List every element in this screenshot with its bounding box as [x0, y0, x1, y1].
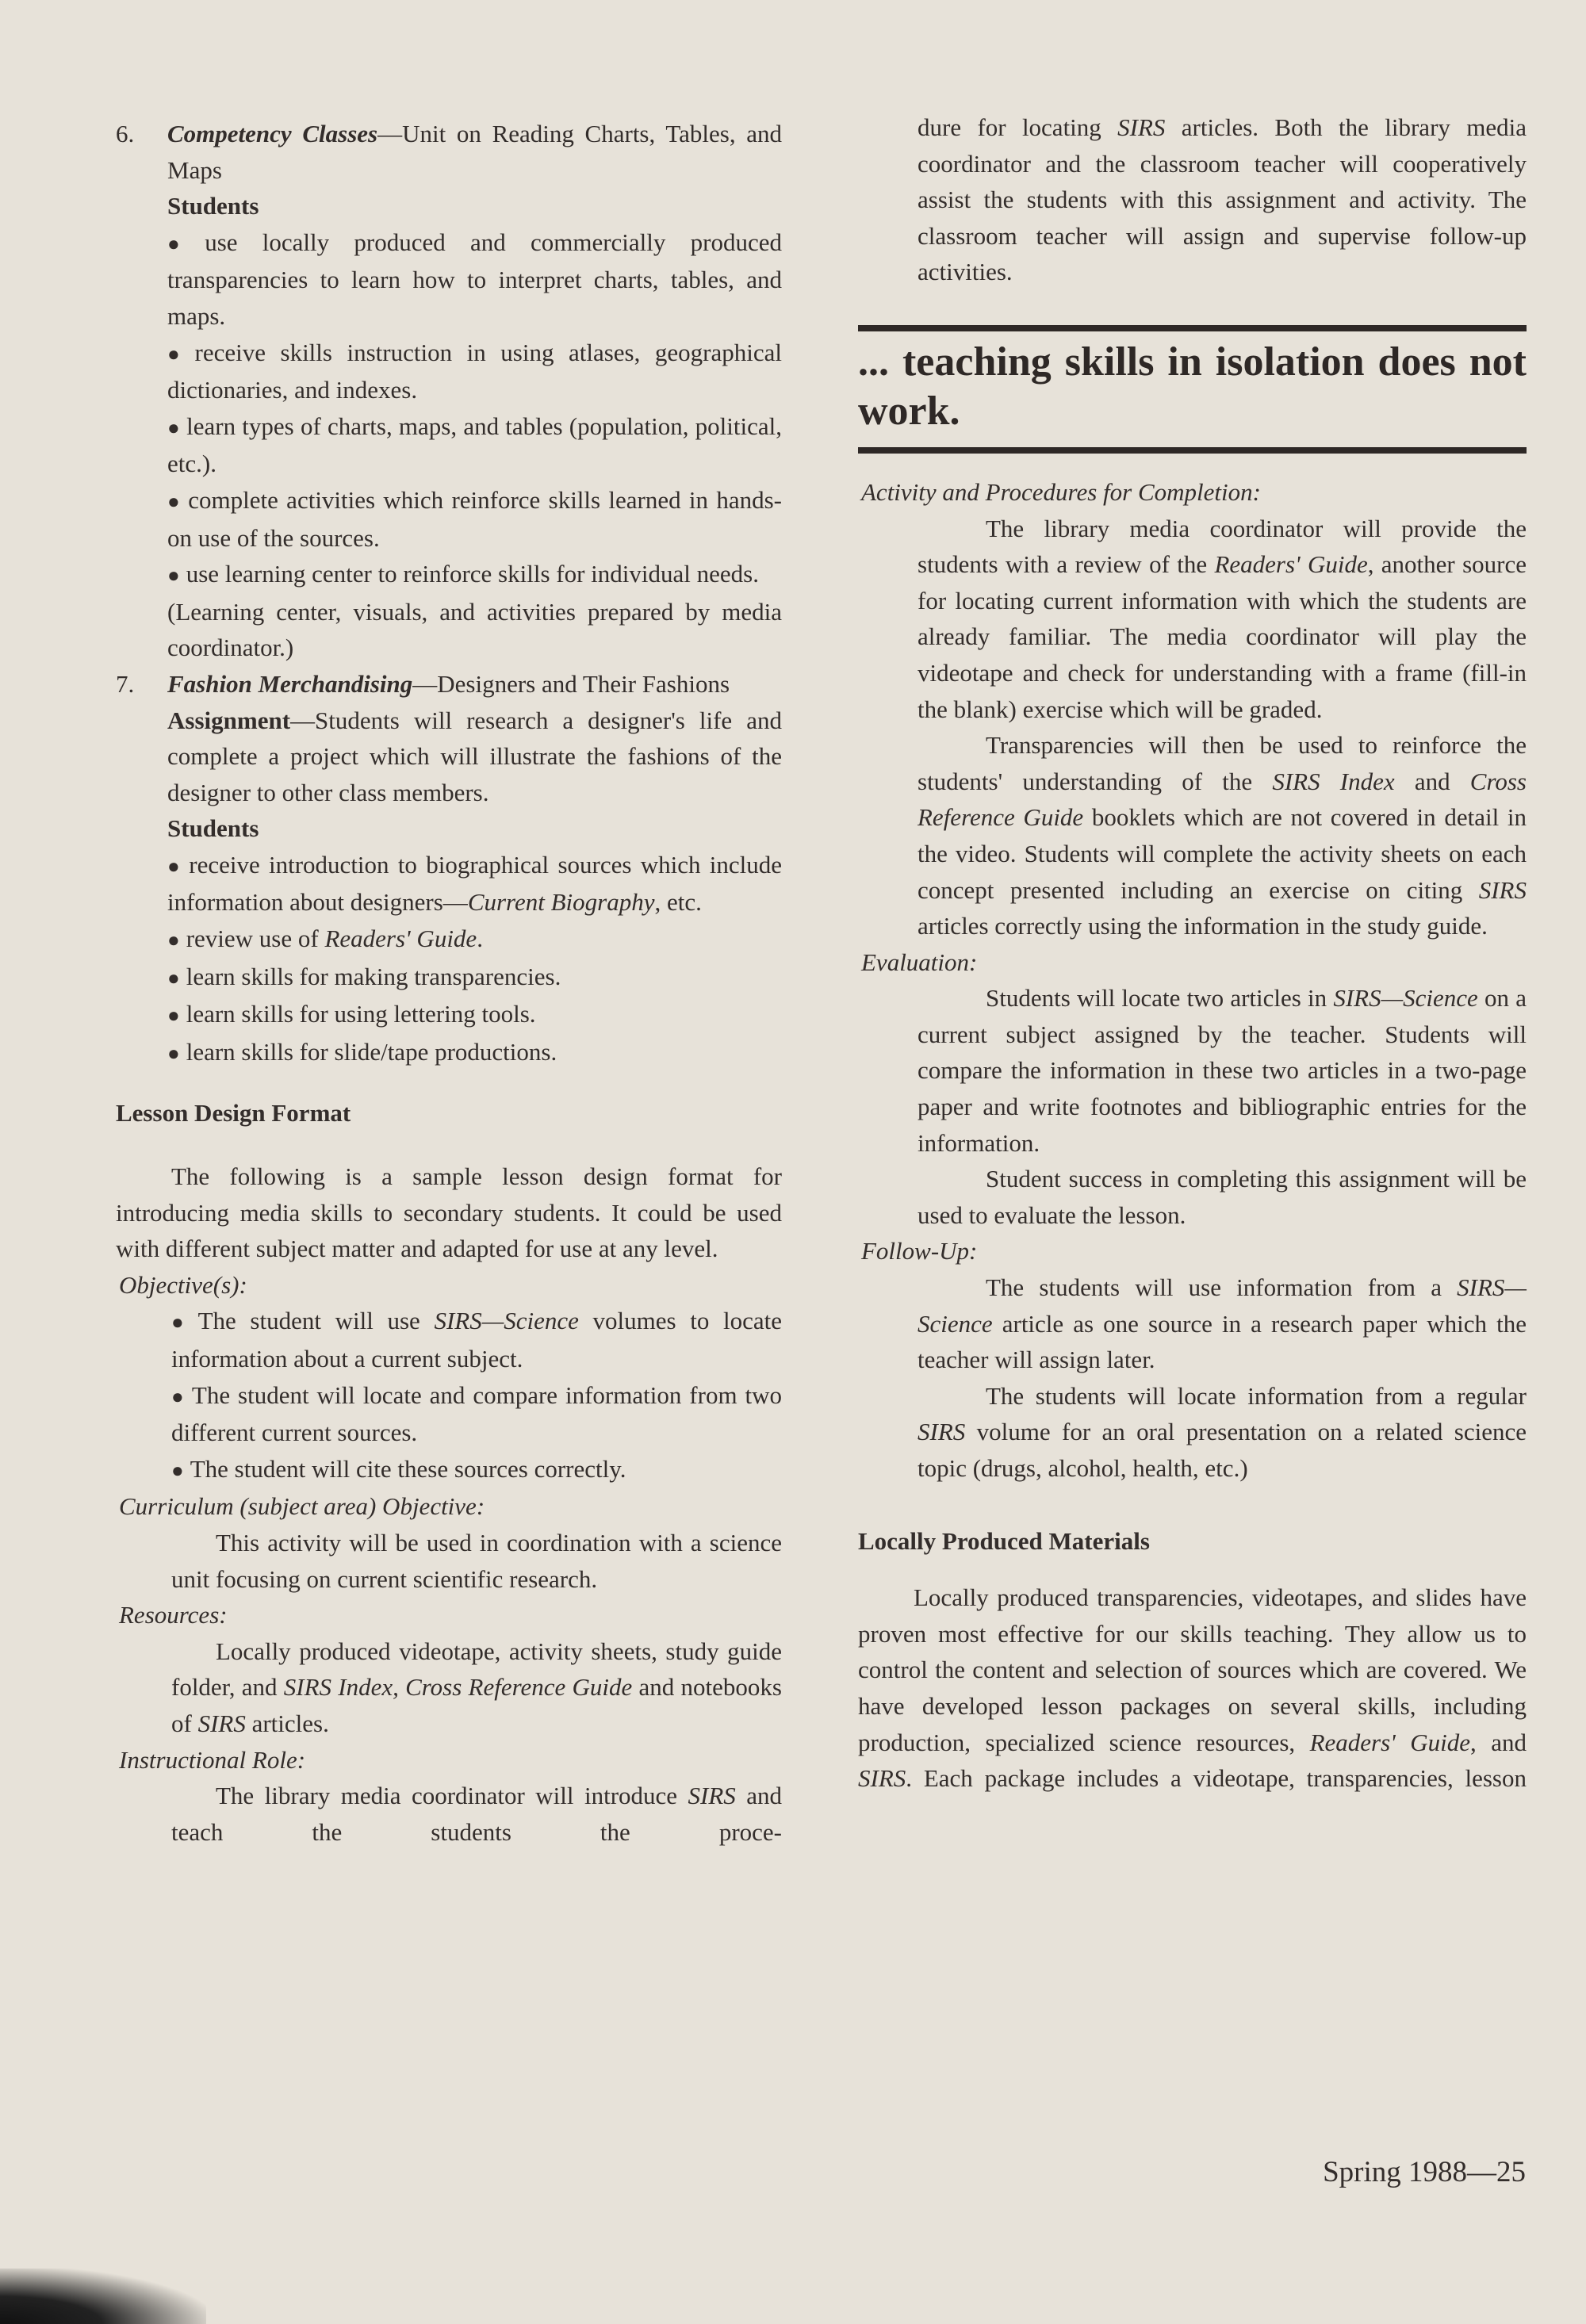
italic-text: Objective(s):: [119, 1270, 247, 1299]
italic-text: SIRS: [918, 1418, 966, 1446]
sub-para-block: [858, 1269, 1527, 1378]
numbered-block: [116, 666, 782, 703]
text: , etc.: [654, 888, 702, 917]
text: Locally produced videotape, activity sheets, study guide folder, and: [171, 1637, 782, 1702]
item-bullet-block: [116, 921, 782, 959]
text: —Unit on Reading Charts, Tables, and Maps: [167, 120, 783, 184]
italic-text: SIRS: [1478, 875, 1527, 904]
italic-text: SIRS: [688, 1782, 736, 1810]
text: use locally produced and commercially produced transparencies to learn how to interpret charts, tables, and maps.: [167, 228, 782, 330]
text: and teach the students the proce-: [171, 1782, 782, 1846]
text: The student will cite these sources correctly.: [190, 1454, 626, 1483]
label-block: [858, 1233, 1527, 1269]
section-head-block: [858, 1523, 1527, 1560]
item-subhead-block: [116, 188, 782, 224]
bullet-icon: ●: [167, 1041, 180, 1065]
text: dure for locating: [918, 113, 1118, 141]
text: The students will use information from a: [986, 1273, 1458, 1302]
bold-text: Students: [167, 814, 259, 843]
bold-text: Competency Classes: [167, 120, 378, 147]
text: learn types of charts, maps, and tables (population, political, etc.).: [167, 412, 782, 478]
text: use learning center to reinforce skills for individual needs.: [186, 560, 759, 588]
italic-text: Current Biography: [467, 888, 655, 917]
italic-text: Resources:: [119, 1601, 228, 1629]
bullet-icon: ●: [167, 232, 199, 255]
text: and: [1394, 767, 1470, 795]
bold-text: Lesson Design Format: [116, 1099, 351, 1128]
bullet-icon: ●: [167, 854, 183, 878]
sub-para-block: [858, 980, 1527, 1161]
italic-text: SIRS Index: [1272, 767, 1395, 795]
label-block: [116, 1267, 782, 1304]
text: The student will use: [197, 1307, 435, 1335]
bold-text: Students: [167, 192, 259, 220]
text: (Learning center, visuals, and activities prepared by media coordinator.): [167, 597, 782, 662]
item-subhead-block: [116, 810, 782, 847]
text: review use of: [186, 925, 325, 953]
italic-text: Activity and Procedures for Completion:: [861, 477, 1261, 506]
bullet-icon: ●: [167, 564, 180, 588]
text: and notebooks of: [171, 1673, 782, 1737]
text: .: [477, 925, 483, 953]
item-text-block: [116, 594, 782, 666]
text: The student will locate and compare information from two different current sources.: [171, 1380, 782, 1447]
item-bullet-block: [116, 556, 782, 594]
text: articles. Both the library media coordinator and the classroom teacher will cooperatively assist the students with this assignment and activity. The classroom teacher will assign and supervise follow-up activities.: [918, 113, 1527, 286]
sub-para-block: [116, 1633, 782, 1742]
text: learn skills for using lettering tools.: [186, 1000, 536, 1028]
item-bullet-block: [116, 1034, 782, 1072]
text: —Designers and Their Fashions: [412, 669, 730, 698]
item-bullet-block: [116, 482, 782, 556]
label-block: [858, 944, 1527, 981]
item-bullet-block: [116, 959, 782, 997]
text: article as one source in a research paper which the teacher will assign later.: [918, 1309, 1527, 1374]
item-text-block: [116, 703, 782, 811]
item-bullet-block: [116, 408, 782, 482]
bold-text: Assignment: [167, 706, 291, 734]
italic-text: Follow-Up:: [861, 1237, 978, 1265]
bold-text: ... teaching skills in isolation does not work.: [858, 339, 1527, 434]
italic-text: SIRS—Science: [1333, 984, 1478, 1013]
sub-para-block: [116, 1778, 782, 1850]
text: on a current subject assigned by the teacher. Students will compare the information in these two articles in a two-page paper and write footnotes and bibliographic entries for the information.: [918, 984, 1527, 1157]
italic-text: Readers' Guide: [1309, 1728, 1471, 1756]
right-column: [858, 109, 1527, 1797]
item-bullet-block: [116, 996, 782, 1034]
text: receive introduction to biographical sources which include information about designers—: [167, 850, 782, 917]
italic-text: SIRS—Science: [434, 1307, 579, 1335]
obj-bullet-block: [116, 1451, 782, 1489]
italic-text: SIRS: [1117, 113, 1166, 141]
text: complete activities which reinforce skills learned in hands-on use of the sources.: [167, 485, 782, 552]
label-block: [116, 1488, 782, 1525]
label-block: [116, 1742, 782, 1778]
text: volumes to locate information about a current subject.: [171, 1307, 782, 1373]
bullet-icon: ●: [167, 342, 189, 366]
obj-bullet-block: [116, 1377, 782, 1451]
item-number: 6.: [116, 120, 135, 147]
item-number: 7.: [116, 669, 135, 698]
text: Students will locate two articles in: [986, 984, 1334, 1013]
para-block: [858, 1579, 1527, 1797]
sub-para-block: [858, 1161, 1527, 1233]
text: —Students will research a designer's life and complete a project which will illustrate the fashions of the designer to other class members.: [167, 706, 782, 806]
text: This activity will be used in coordination with a science unit focusing on current scientific research.: [171, 1528, 782, 1593]
section-head-block: [116, 1095, 782, 1131]
text: booklets which are not covered in detail in the video. Students will complete the activity sheets on each concept presented including an exercise on citing: [918, 803, 1527, 904]
italic-text: Curriculum (subject area) Objective:: [119, 1492, 485, 1521]
page-footer: Spring 1988—25: [1323, 2156, 1526, 2188]
bullet-icon: ●: [171, 1384, 186, 1408]
bullet-icon: ●: [171, 1458, 184, 1482]
text: Locally produced transparencies, videotapes, and slides have proven most effective for our skills teaching. They allow us to control the content and selection of sources which are covered. We have developed lesson packages on several skills, including production, specialized science resources,: [858, 1583, 1527, 1756]
bullet-icon: ●: [167, 928, 180, 952]
numbered-block: [116, 116, 782, 188]
text: . Each package includes a videotape, transparencies, lesson: [906, 1764, 1527, 1793]
pull-quote: [858, 325, 1527, 454]
italic-text: Evaluation:: [861, 948, 978, 976]
text: The library media coordinator will provide the students with a review of the: [918, 514, 1527, 579]
text: , another source for locating current information with which the students are already familiar. The media coordinator will play the videotape and check for understanding with a frame (fill-in the blank) exercise which will be graded.: [918, 550, 1527, 723]
text: articles correctly using the information in the study guide.: [918, 912, 1488, 940]
sub-cont-block: [858, 109, 1527, 290]
sub-para-block: [116, 1525, 782, 1597]
italic-text: Readers' Guide: [1214, 550, 1368, 579]
text: volume for an oral presentation on a related science topic (drugs, alcohol, health, etc.): [918, 1418, 1527, 1482]
italic-text: Instructional Role:: [119, 1745, 306, 1774]
para-block: [116, 1158, 782, 1267]
text: Student success in completing this assignment will be used to evaluate the lesson.: [918, 1165, 1527, 1229]
bullet-icon: ●: [167, 415, 181, 439]
sub-para-block: [858, 727, 1527, 944]
italic-text: SIRS: [858, 1764, 906, 1793]
bold-text: Locally Produced Materials: [858, 1526, 1150, 1555]
text: The following is a sample lesson design format for introducing media skills to secondary students. It could be used with different subject matter and adapted for use at any level.: [116, 1162, 782, 1263]
item-bullet-block: [116, 335, 782, 408]
text: The library media coordinator will introduce: [216, 1782, 688, 1810]
scan-shadow: [0, 2268, 206, 2324]
label-block: [858, 474, 1527, 511]
bullet-icon: ●: [167, 966, 180, 990]
italic-text: SIRS: [197, 1709, 246, 1737]
italic-text: Readers' Guide: [324, 925, 477, 953]
text: , and: [1470, 1728, 1527, 1756]
text: Transparencies will then be used to reinforce the students' understanding of the: [918, 731, 1527, 795]
text: receive skills instruction in using atlases, geographical dictionaries, and indexes.: [167, 338, 782, 404]
label-block: [116, 1597, 782, 1633]
italic-text: SIRS Index, Cross Reference Guide: [283, 1673, 633, 1702]
bullet-icon: ●: [167, 489, 182, 513]
italic-text: SIRS—Science: [918, 1273, 1527, 1338]
sub-para-block: [858, 1378, 1527, 1487]
text: The students will locate information from a regular: [986, 1381, 1527, 1410]
left-column: [116, 116, 782, 1850]
text: articles.: [245, 1709, 329, 1737]
sub-para-block: [858, 511, 1527, 728]
item-bullet-block: [116, 224, 782, 335]
bullet-icon: ●: [167, 1004, 180, 1028]
bullet-icon: ●: [171, 1311, 192, 1334]
item-bullet-block: [116, 847, 782, 921]
text: learn skills for slide/tape productions.: [186, 1037, 557, 1066]
text: learn skills for making transparencies.: [186, 962, 561, 990]
italic-text: Cross Reference Guide: [918, 767, 1527, 832]
obj-bullet-block: [116, 1303, 782, 1376]
bold-text: Fashion Merchandising: [167, 669, 413, 698]
